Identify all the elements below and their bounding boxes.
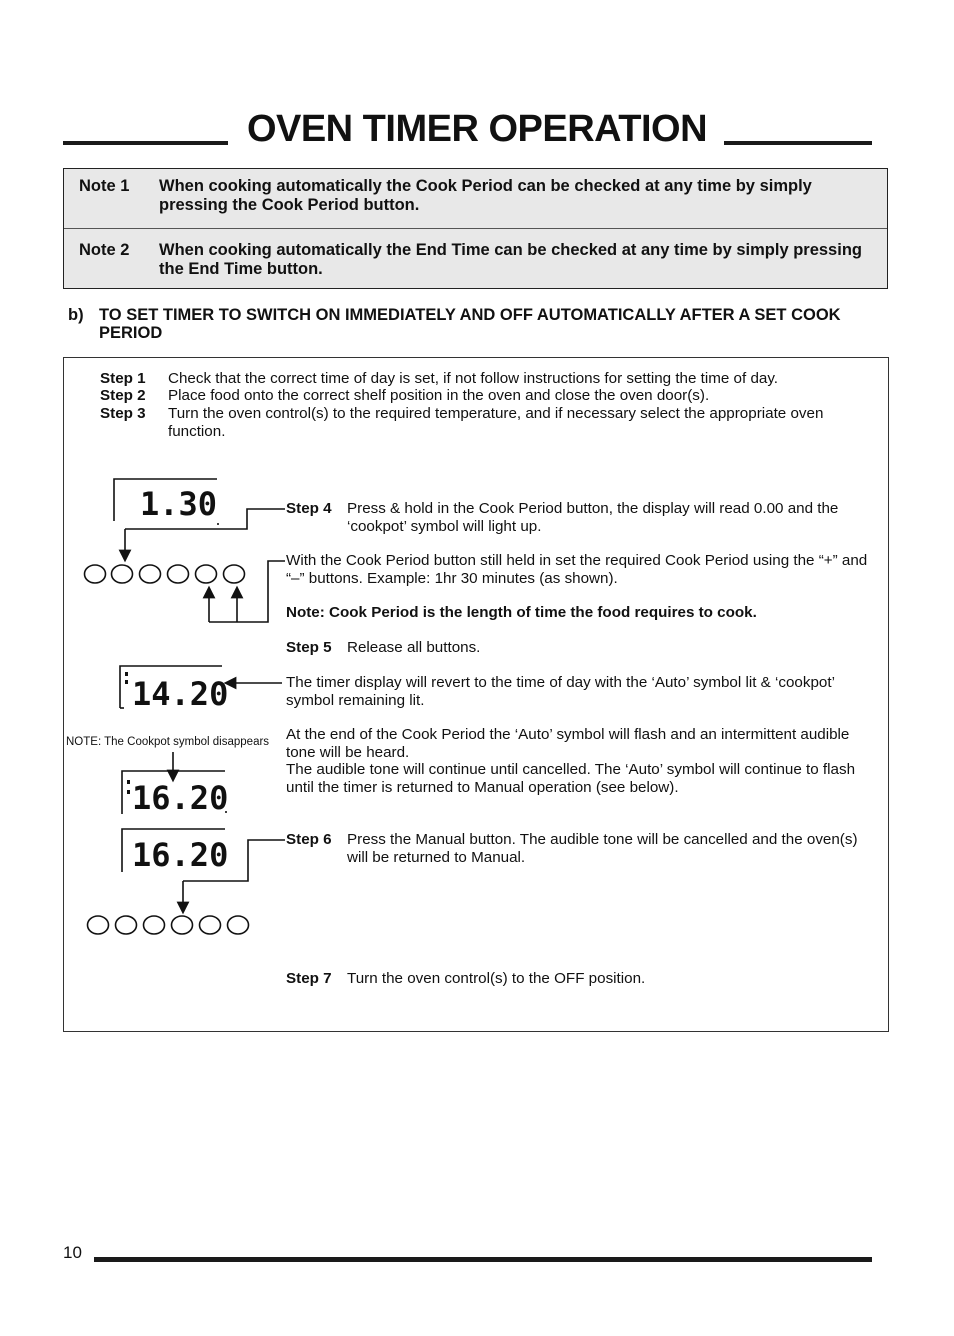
cookpot-symbol-mark <box>125 680 128 684</box>
button-row-1 <box>85 565 245 583</box>
step6-label: Step 6 <box>286 831 332 848</box>
step5-text: Release all buttons. <box>347 639 481 656</box>
display-2-value: 14.20 <box>132 675 229 713</box>
auto-symbol-mark <box>127 780 130 784</box>
footer-rule <box>94 1257 872 1262</box>
note-label: Note 1 <box>79 177 130 195</box>
step3-text: Turn the oven control(s) to the required temperature, and if necessary select the appropriate oven function. <box>168 405 824 440</box>
cook-period-note: Note: Cook Period is the length of time the food requires to cook. <box>286 604 757 621</box>
note-label: Note 2 <box>79 241 130 259</box>
hold-connector <box>209 561 285 622</box>
end-paragraph: At the end of the Cook Period the ‘Auto’ symbol will flash and an intermittent audible tone will be heard. <box>286 726 850 761</box>
display-3-value: 16.20 <box>132 779 229 817</box>
step6-text: Press the Manual button. The audible tone will be cancelled and the oven(s) will be returned to Manual. <box>347 831 858 866</box>
step4-text: Press & hold in the Cook Period button, the display will read 0.00 and the ‘cookpot’ symbol will light up. <box>347 500 839 535</box>
auto-symbol-mark <box>125 672 128 676</box>
note-text: When cooking automatically the End Time can be checked at any time by simply pressing the End Time button. <box>159 241 862 278</box>
page-number: 10 <box>63 1243 82 1262</box>
note-text: When cooking automatically the Cook Period can be checked at any time by simply pressing the Cook Period button. <box>159 177 812 214</box>
auto-symbol-mark <box>127 790 130 794</box>
step7-text: Turn the oven control(s) to the OFF position. <box>347 970 646 987</box>
section-title: TO SET TIMER TO SWITCH ON IMMEDIATELY AND OFF AUTOMATICALLY AFTER A SET COOK PERIOD <box>99 306 841 342</box>
display-4-value: 16.20 <box>132 836 229 874</box>
step1-label: Step 1 <box>100 370 146 387</box>
button-row-2 <box>88 916 249 934</box>
step2-text: Place food onto the correct shelf position in the oven and close the oven door(s). <box>168 387 710 404</box>
step7-label: Step 7 <box>286 970 332 987</box>
step2-label: Step 2 <box>100 387 146 404</box>
page-title: OVEN TIMER OPERATION <box>246 108 708 150</box>
step4-label: Step 4 <box>286 500 332 517</box>
hold-paragraph: With the Cook Period button still held in set the required Cook Period using the “+” and “–” buttons. Example: 1hr 30 minutes (as shown). <box>286 552 868 587</box>
display-1-value: 1.30 <box>140 485 218 523</box>
tone-paragraph: The audible tone will continue until cancelled. The ‘Auto’ symbol will continue to flash until the timer is returned to Manual operation (see below). <box>286 761 856 796</box>
step5-label: Step 5 <box>286 639 332 656</box>
cookpot-note: NOTE: The Cookpot symbol disappears <box>66 736 270 748</box>
section-label: b) <box>68 306 84 324</box>
revert-paragraph: The timer display will revert to the time of day with the ‘Auto’ symbol lit & ‘cookpot’ symbol remaining lit. <box>286 674 835 709</box>
step3-label: Step 3 <box>100 405 146 422</box>
step1-text: Check that the correct time of day is set, if not follow instructions for setting the time of day. <box>168 370 779 387</box>
